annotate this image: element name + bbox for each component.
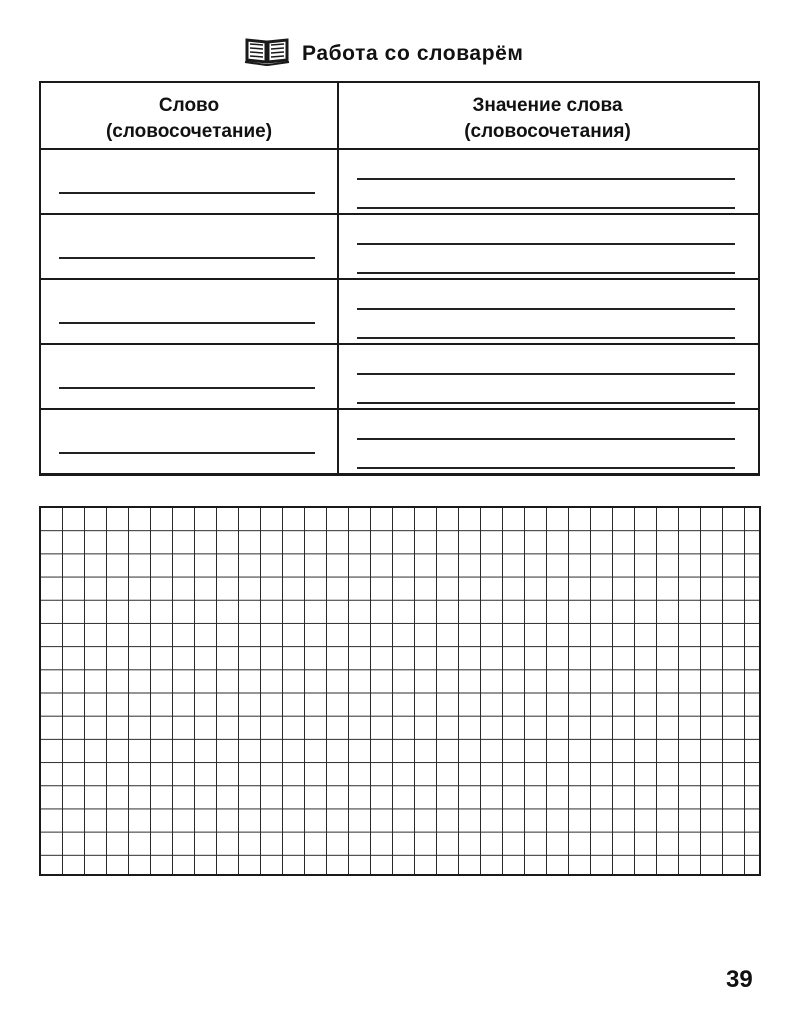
word-answer-line[interactable] (59, 257, 315, 259)
section-header (0, 34, 802, 74)
word-answer-line[interactable] (59, 387, 315, 389)
vocabulary-table (39, 81, 760, 476)
table-row (41, 150, 758, 215)
column-header-word-label: Слово (словосочетание) (105, 95, 273, 142)
table-row (41, 280, 758, 345)
meaning-answer-line[interactable] (357, 178, 735, 180)
meaning-answer-line[interactable] (357, 243, 735, 245)
meaning-answer-line[interactable] (357, 337, 735, 339)
meaning-answer-line[interactable] (357, 308, 735, 310)
writing-grid[interactable] (39, 506, 761, 876)
open-book-icon (244, 36, 290, 66)
page-number: 39 (726, 966, 753, 993)
table-row (41, 345, 758, 410)
word-answer-line[interactable] (59, 452, 315, 454)
meaning-answer-line[interactable] (357, 272, 735, 274)
word-answer-line[interactable] (59, 322, 315, 324)
column-header-meaning (337, 93, 758, 145)
column-divider (337, 83, 339, 474)
meaning-answer-line[interactable] (357, 467, 735, 469)
meaning-answer-line[interactable] (357, 438, 735, 440)
column-header-meaning-label: Значение слова (словосочетания) (464, 95, 631, 142)
meaning-answer-line[interactable] (357, 402, 735, 404)
table-header (41, 83, 758, 150)
word-answer-line[interactable] (59, 192, 315, 194)
table-row (41, 215, 758, 280)
table-row (41, 410, 758, 475)
column-header-word (41, 93, 337, 145)
meaning-answer-line[interactable] (357, 207, 735, 209)
meaning-answer-line[interactable] (357, 373, 735, 375)
section-title: Работа со словарём (302, 42, 524, 65)
